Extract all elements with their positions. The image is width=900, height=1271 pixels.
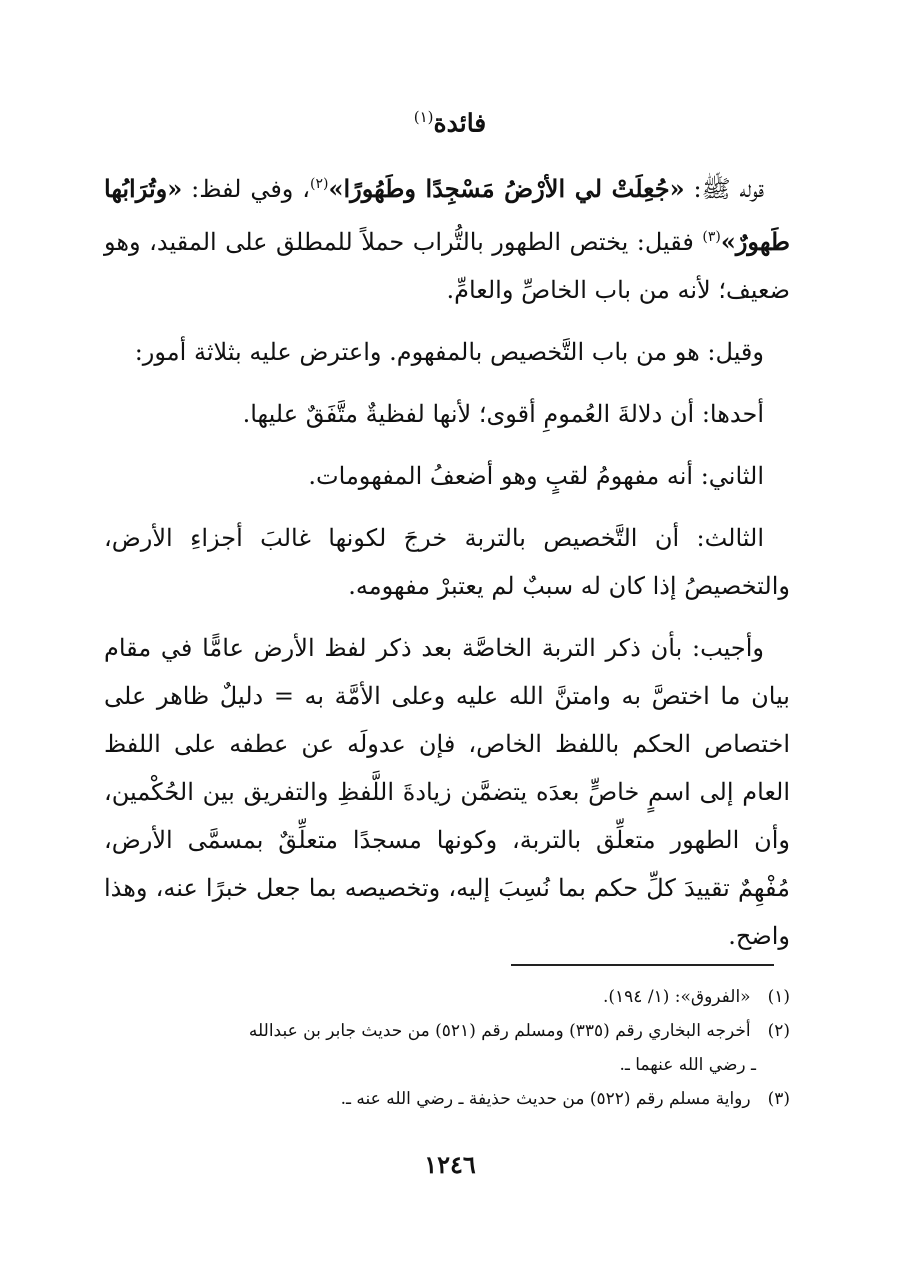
- footnote-text: رواية مسلم رقم (٥٢٢) من حديث حذيفة ـ رضي الله عنه ـ.: [340, 1089, 751, 1109]
- paragraph-3: أحدها: أن دلالةَ العُمومِ أقوى؛ لأنها لفظيةٌ متَّفَقٌ عليها.: [242, 400, 764, 428]
- paragraph-4: الثاني: أنه مفهومُ لقبٍ وهو أضعفُ المفهومات.: [308, 462, 764, 490]
- footnote-continuation: ـ رضي الله عنهما ـ.: [619, 1055, 756, 1075]
- hadith-quote-1: «جُعِلَتْ لي الأرْضُ مَسْجِدًا وطَهُورًا»: [328, 174, 685, 203]
- section-heading: [0, 108, 900, 137]
- footnote-number: (١): [767, 987, 790, 1007]
- footnote-separator: [511, 964, 774, 966]
- paragraph-1-intro: قوله ﷺ:: [684, 175, 765, 203]
- footnote-1: [104, 980, 790, 1014]
- paragraph-1: [104, 160, 790, 314]
- footnote-3: [104, 1082, 790, 1116]
- paragraph-6: وأجيب: بأن ذكر التربة الخاصَّة بعد ذكر لفظ الأرض عامًّا في مقام بيان ما اختصَّ به وامتنَّ الله عليه وعلى الأمَّة به = دليلٌ ظاهر على اختصاص الحكم باللفظ الخاص، فإن عدولَه عن عطفه على اللفظ العام إلى اسمٍ خاصٍّ بعدَه يتضمَّن زيادةَ اللَّفظِ والتفريق بين الحُكْمين، وأن الطهور متعلِّق بالتربة، وكونها مسجدًا متعلِّقٌ بمسمَّى الأرض، مُفْهِمٌ تقييدَ كلِّ حكم بما نُسِبَ إليه، وتخصيصه بما جعل خبرًا عنه، وهذا واضح.: [104, 634, 791, 950]
- footnote-ref-3: (٣): [702, 229, 721, 245]
- footnote-number: (٣): [767, 1089, 790, 1109]
- heading-title: فائدة: [433, 108, 487, 138]
- paragraph-1-mid: ، وفي لفظ:: [182, 175, 311, 203]
- heading-footnote-ref: (١): [413, 108, 434, 126]
- footnote-2: [104, 1014, 790, 1082]
- footnotes: [104, 980, 790, 1116]
- footnote-number: (٢): [767, 1021, 790, 1041]
- body-text: [104, 160, 790, 974]
- paragraph-1-rest: فقيل: يختص الطهور بالتُّراب حملاً للمطلق على المقيد، وهو ضعيف؛ لأنه من باب الخاصِّ والعامِّ.: [104, 228, 790, 304]
- page-number: ١٢٤٦: [424, 1150, 476, 1179]
- hadith-quote-2: «وتُرَابُها طَهورٌ»: [104, 174, 790, 256]
- footnote-ref-2: (٢): [310, 176, 329, 192]
- paragraph-2: وقيل: هو من باب التَّخصيص بالمفهوم. واعترض عليه بثلاثة أمور:: [134, 338, 764, 366]
- paragraph-5: الثالث: أن التَّخصيص بالتربة خرجَ لكونها غالبَ أجزاءِ الأرض، والتخصيصُ إذا كان له سببٌ لم يعتبرْ مفهومه.: [104, 524, 790, 600]
- footnote-text: أخرجه البخاري رقم (٣٣٥) ومسلم رقم (٥٢١) من حديث جابر بن عبدالله: [248, 1021, 751, 1041]
- footnote-text: «الفروق»: (١/ ١٩٤).: [603, 987, 751, 1007]
